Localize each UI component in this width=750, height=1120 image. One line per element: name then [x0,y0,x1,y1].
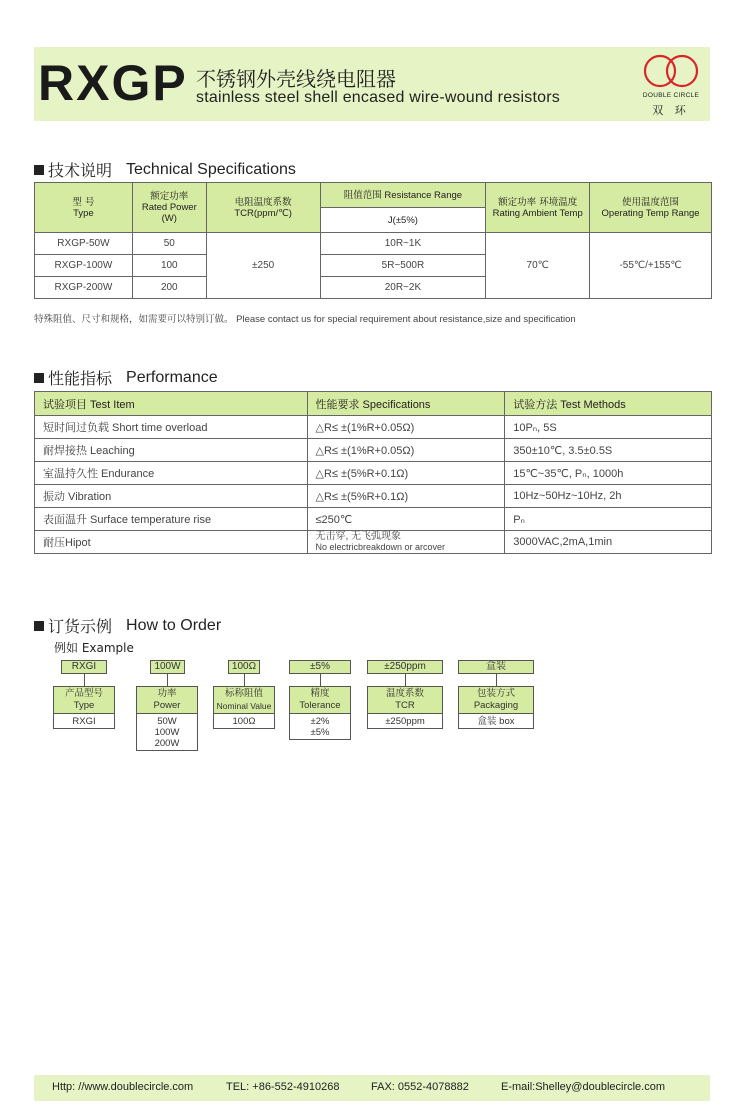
table-header-row [35,392,712,416]
cell-item: 室温持久性 Endurance [35,462,308,485]
square-bullet-icon [34,621,44,631]
cell-range: 5R~500R [320,255,486,277]
connector-line [84,674,85,686]
footer-contact-bar [34,1075,710,1101]
order-box: 温度系数 TCR ±250ppm [367,686,443,729]
section-title-cn: 技术说明 [48,161,113,180]
header-banner [34,47,710,121]
cell-optemp: -55℃/+155℃ [590,233,712,299]
order-key: 100Ω [228,660,260,674]
model-code: RXGP [38,55,188,111]
cell-item: 耐焊接热 Leaching [35,439,308,462]
cell-range: 10R~1K [320,233,486,255]
spec-line-en: No electricbreakdown or arcover [315,542,446,552]
footer-website[interactable]: Http: //www.doublecircle.com [52,1081,194,1093]
footer-fax: FAX: 0552-4078882 [371,1081,469,1093]
special-request-note: 特殊阻值、尺寸和规格，如需要可以特别订做。 Please contact us for special requirement about resistance,size and specification [34,314,576,325]
cell-item: 振动 Vibration [35,485,308,508]
logo-chinese: 双 环 [652,104,690,117]
cell-item: 短时间过负载 Short time overload [35,416,308,439]
cell-item: 表面温升 Surface temperature rise [35,508,308,531]
header-range-sub: J(±5%) [320,208,486,233]
order-key: ±250ppm [367,660,443,674]
cell-tcr: ±250 [206,233,320,299]
connector-line [244,674,245,686]
order-key: 盒装 [458,660,534,674]
square-bullet-icon [34,373,44,383]
spec-line-cn: 无击穿, 无飞弧现象 [315,531,402,542]
cell-type: RXGP-200W [35,277,133,299]
section-title-perf [34,366,218,389]
connector-line [320,674,321,686]
cell-power: 50 [132,233,206,255]
order-box: 标称阻值 Nominal Value 100Ω [213,686,275,729]
cell-spec: △R≤ ±(1%R+0.05Ω) [307,439,505,462]
order-key: RXGI [61,660,107,674]
table-row [35,439,712,462]
header-tcr: 电阻温度系数 TCR(ppm/℃) [206,183,320,233]
title-chinese: 不锈钢外壳线绕电阻器 [196,67,396,91]
table-header-row [35,183,712,208]
section-title-en: Technical Specifications [126,160,296,178]
table-row [35,485,712,508]
double-circle-icon [636,51,706,93]
title-english: stainless steel shell encased wire-wound resistors [196,89,560,106]
section-title-cn: 性能指标 [48,369,113,388]
cell-type: RXGP-100W [35,255,133,277]
order-box: 精度 Tolerance ±2% ±5% [289,686,351,740]
double-circle-logo [636,51,706,117]
connector-line [405,674,406,686]
cell-method: 10Pₙ, 5S [505,416,712,439]
cell-spec: △R≤ ±(5%R+0.1Ω) [307,462,505,485]
cell-type: RXGP-50W [35,233,133,255]
header-range: 阻值范围 Resistance Range [320,183,486,208]
header-test-item: 试验项目 Test Item [35,392,308,416]
section-title-order [34,614,221,637]
section-title-en: Performance [126,368,218,386]
cell-method: Pₙ [505,508,712,531]
footer-email[interactable]: E-mail:Shelley@doublecircle.com [501,1081,666,1093]
section-title-en: How to Order [126,616,222,634]
cell-spec: △R≤ ±(5%R+0.1Ω) [307,485,505,508]
cell-spec: ≤250℃ [307,508,505,531]
section-title-tech [34,158,296,181]
order-key: ±5% [289,660,351,674]
tech-spec-table [34,182,712,299]
order-box: 包装方式 Packaging 盒装 box [458,686,534,729]
cell-method: 10Hz~50Hz~10Hz, 2h [505,485,712,508]
square-bullet-icon [34,165,44,175]
header-optemp: 使用温度范围 Operating Temp Range [590,183,712,233]
header-type: 型 号 Type [35,183,133,233]
header-specifications: 性能要求 Specifications [307,392,505,416]
logo-text: DOUBLE CIRCLE [642,92,700,99]
table-row [35,508,712,531]
header-ambient: 额定功率 环境温度 Rating Ambient Temp [486,183,590,233]
connector-line [167,674,168,686]
cell-spec [307,531,505,554]
cell-power: 100 [132,255,206,277]
cell-spec: △R≤ ±(1%R+0.05Ω) [307,416,505,439]
order-box: 功率 Power 50W 100W 200W [136,686,198,751]
cell-method: 15℃~35℃, Pₙ, 1000h [505,462,712,485]
connector-line [496,674,497,686]
footer-telephone: TEL: +86-552-4910268 [226,1081,340,1093]
cell-item: 耐压Hipot [35,531,308,554]
table-row [35,233,712,255]
order-box: 产品型号 Type RXGI [53,686,115,729]
example-label: 例如 Example [54,641,134,655]
cell-method: 3000VAC,2mA,1min [505,531,712,554]
cell-range: 20R~2K [320,277,486,299]
order-key: 100W [150,660,185,674]
table-row [35,416,712,439]
header-test-methods: 试验方法 Test Methods [505,392,712,416]
table-row [35,531,712,554]
cell-power: 200 [132,277,206,299]
cell-ambient: 70℃ [486,233,590,299]
performance-table [34,391,712,554]
section-title-cn: 订货示例 [48,617,113,636]
header-power: 额定功率 Rated Power (W) [132,183,206,233]
table-row [35,462,712,485]
cell-method: 350±10℃, 3.5±0.5S [505,439,712,462]
